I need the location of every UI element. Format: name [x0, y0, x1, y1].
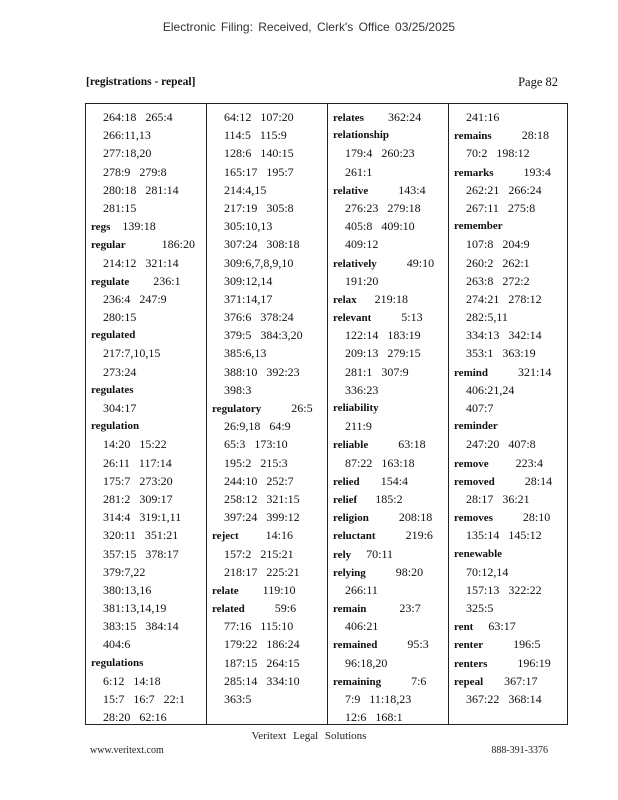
- index-refs: 28:14: [494, 473, 553, 488]
- index-word: reminder: [454, 420, 498, 433]
- index-refs-line: 107:8 204:9: [466, 237, 530, 252]
- index-refs-line: 211:9: [345, 419, 372, 434]
- footer-phone: 888-391-3376: [491, 745, 548, 756]
- index-entry: [449, 163, 567, 181]
- index-refs-line: 214:12 321:14: [103, 255, 179, 270]
- index-word: relative: [333, 184, 369, 197]
- index-entry: [328, 490, 448, 508]
- index-refs-line: 397:24 399:12: [224, 510, 300, 525]
- index-entry: [449, 454, 567, 472]
- index-word: remained: [333, 639, 378, 652]
- index-entry: [207, 581, 327, 599]
- index-refs-line: 305:10,13: [224, 219, 273, 234]
- index-refs: 219:18: [356, 291, 408, 306]
- index-refs: 193:4: [493, 164, 551, 179]
- index-word: regulatory: [212, 403, 262, 415]
- index-entry: [207, 526, 327, 544]
- index-refs: 70:11: [351, 546, 394, 561]
- index-entry: [449, 363, 567, 381]
- index-refs: 196:5: [483, 637, 541, 652]
- index-refs-line: 307:24 308:18: [224, 237, 300, 252]
- index-entry: [328, 508, 448, 526]
- index-entry: [207, 399, 327, 417]
- index-refs-line: 247:20 407:8: [466, 437, 536, 452]
- index-refs-line: 376:6 378:24: [224, 310, 294, 325]
- index-refs-line: 195:2 215:3: [224, 455, 288, 470]
- index-refs: 154:4: [359, 473, 409, 488]
- index-entry: [449, 217, 567, 235]
- index-word: removed: [454, 475, 495, 488]
- index-entry: [86, 217, 206, 235]
- index-refs-line: 87:22 163:18: [345, 455, 415, 470]
- index-refs-line: 280:15: [103, 310, 137, 325]
- index-refs: 139:18: [110, 219, 156, 234]
- index-word: remains: [454, 130, 492, 143]
- index-entry: [328, 181, 448, 199]
- index-entry: [328, 635, 448, 653]
- index-word: remarks: [454, 166, 494, 179]
- index-entry: [86, 272, 206, 290]
- index-refs-line: 264:18 265:4: [103, 110, 173, 124]
- index-refs-line: 244:10 252:7: [224, 473, 294, 488]
- index-refs-line: 383:15 384:14: [103, 619, 179, 634]
- index-word: reliable: [333, 439, 369, 452]
- index-refs-line: 6:12 14:18: [103, 673, 161, 688]
- index-refs-line: 157:2 215:21: [224, 546, 294, 561]
- index-refs-line: 70:12,14: [466, 564, 509, 579]
- index-entry: [449, 508, 567, 526]
- page-number: Page 82: [518, 75, 558, 89]
- index-refs-line: 26:9,18 64:9: [224, 419, 291, 434]
- index-refs: 98:20: [365, 564, 424, 579]
- index-entry: [328, 472, 448, 490]
- index-refs-line: 217:7,10,15: [103, 346, 161, 361]
- index-refs-line: 70:2 198:12: [466, 146, 530, 161]
- index-refs-line: 179:4 260:23: [345, 146, 415, 161]
- index-word: relationship: [333, 129, 390, 142]
- index-entry: [328, 290, 448, 308]
- index-refs-line: 209:13 279:15: [345, 346, 421, 361]
- index-refs-line: 266:11,13: [103, 128, 151, 143]
- index-refs-line: 379:5 384:3,20: [224, 328, 303, 343]
- index-refs-line: 336:23: [345, 382, 379, 397]
- index-refs: 223:4: [488, 455, 543, 470]
- index-refs-line: 277:18,20: [103, 146, 152, 161]
- index-refs-line: 258:12 321:15: [224, 491, 300, 506]
- footer-company: Veritext Legal Solutions: [251, 730, 367, 742]
- index-refs-line: 96:18,20: [345, 655, 388, 670]
- index-refs-line: 128:6 140:15: [224, 146, 294, 161]
- index-refs-line: 217:19 305:8: [224, 200, 294, 215]
- index-refs-line: 218:17 225:21: [224, 564, 300, 579]
- index-refs-line: 309:12,14: [224, 273, 273, 288]
- index-entry: [86, 235, 206, 253]
- index-refs: 119:10: [238, 582, 296, 597]
- index-refs-line: 179:22 186:24: [224, 637, 300, 652]
- index-entry: [449, 417, 567, 435]
- index-entry: [449, 635, 567, 653]
- index-word: reliability: [333, 402, 379, 414]
- index-refs: 59:6: [244, 601, 297, 616]
- index-entry: [328, 108, 448, 126]
- index-word: removes: [454, 512, 493, 525]
- index-refs-line: 381:13,14,19: [103, 601, 167, 616]
- index-entry: [449, 617, 567, 635]
- index-refs: 185:2: [357, 491, 403, 506]
- index-refs-line: 380:13,16: [103, 582, 152, 597]
- index-refs-line: 15:7 16:7 22:1: [103, 692, 186, 706]
- index-refs-line: 28:20 62:16: [103, 710, 167, 725]
- index-refs-line: 157:13 322:22: [466, 582, 542, 597]
- index-refs-line: 304:17: [103, 401, 137, 415]
- index-refs-line: 404:6: [103, 637, 131, 652]
- index-refs-line: 406:21: [345, 619, 379, 634]
- index-entry: [328, 254, 448, 272]
- word-index-table: [85, 103, 568, 725]
- index-word: related: [212, 603, 245, 616]
- index-refs: 26:5: [261, 401, 313, 415]
- index-refs: 186:20: [125, 237, 195, 252]
- index-word: rent: [454, 621, 474, 634]
- index-word: relatively: [333, 257, 377, 270]
- index-entry: [449, 672, 567, 690]
- index-word: reluctant: [333, 530, 376, 543]
- index-column-3: [327, 104, 448, 724]
- index-word: remind: [454, 366, 489, 379]
- index-refs-line: 314:4 319:1,11: [103, 510, 182, 525]
- footer-website: www.veritext.com: [90, 745, 164, 756]
- index-refs: 362:24: [363, 110, 422, 124]
- index-word: regulated: [91, 329, 136, 342]
- index-word: reject: [212, 530, 239, 543]
- index-refs-line: 266:11: [345, 582, 378, 597]
- index-word: remain: [333, 603, 367, 616]
- index-word: regulates: [91, 383, 134, 396]
- index-entry: [328, 672, 448, 690]
- index-refs-line: 175:7 273:20: [103, 473, 173, 488]
- index-refs-line: 77:16 115:10: [224, 619, 294, 634]
- index-refs: 63:17: [473, 619, 516, 634]
- index-refs: 208:18: [368, 510, 433, 525]
- index-word: renters: [454, 657, 488, 670]
- index-entry: [328, 545, 448, 563]
- index-refs: 367:17: [483, 673, 538, 688]
- index-refs-line: 28:17 36:21: [466, 491, 530, 506]
- index-refs-line: 187:15 264:15: [224, 655, 300, 670]
- filing-stamp: Electronic Filing: Received, Clerk's Office 03/25/2025: [162, 20, 456, 34]
- index-refs-line: 14:20 15:22: [103, 437, 167, 452]
- index-refs-line: 325:5: [466, 601, 494, 616]
- index-word: renter: [454, 639, 484, 652]
- index-refs: 95:3: [377, 637, 429, 652]
- index-entry: [328, 526, 448, 544]
- index-refs: 49:10: [376, 255, 435, 270]
- index-word: regulation: [91, 420, 140, 433]
- index-word: relate: [212, 584, 239, 597]
- index-refs-line: 12:6 168:1: [345, 710, 403, 725]
- index-refs: 63:18: [368, 437, 426, 452]
- index-refs: 23:7: [366, 601, 421, 616]
- index-column-2: [206, 104, 327, 724]
- index-entry: [449, 472, 567, 490]
- index-refs-line: 367:22 368:14: [466, 692, 542, 706]
- index-word: repeal: [454, 675, 484, 688]
- index-refs-line: 280:18 281:14: [103, 182, 179, 197]
- index-entry: [86, 654, 206, 672]
- index-refs: 14:16: [238, 528, 294, 543]
- index-refs-line: 64:12 107:20: [224, 110, 294, 124]
- index-entry: [328, 308, 448, 326]
- index-entry: [449, 654, 567, 672]
- index-refs-line: 7:9 11:18,23: [345, 692, 412, 706]
- index-word: rely: [333, 548, 352, 561]
- index-refs: 28:10: [492, 510, 551, 525]
- index-refs-line: 135:14 145:12: [466, 528, 542, 543]
- index-word: remove: [454, 457, 489, 470]
- index-refs-line: 122:14 183:19: [345, 328, 421, 343]
- index-word: relied: [333, 475, 360, 488]
- index-refs: 236:1: [129, 273, 181, 288]
- index-refs-line: 357:15 378:17: [103, 546, 179, 561]
- index-column-1: [86, 104, 206, 724]
- index-range-header: [registrations - repeal]: [86, 76, 196, 88]
- index-refs-line: 398:3: [224, 382, 252, 397]
- index-entry: [328, 126, 448, 144]
- index-refs-line: 282:5,11: [466, 310, 508, 325]
- index-refs-line: 309:6,7,8,9,10: [224, 255, 294, 270]
- index-refs-line: 320:11 351:21: [103, 528, 179, 543]
- index-word: relevant: [333, 312, 372, 325]
- index-refs-line: 260:2 262:1: [466, 255, 530, 270]
- index-refs: 143:4: [368, 182, 426, 197]
- index-entry: [449, 126, 567, 144]
- index-refs-line: 407:7: [466, 401, 494, 415]
- index-refs-line: 165:17 195:7: [224, 164, 294, 179]
- index-refs-line: 191:20: [345, 273, 379, 288]
- index-refs-line: 276:23 279:18: [345, 200, 421, 215]
- index-refs-line: 262:21 266:24: [466, 182, 542, 197]
- index-entry: [328, 563, 448, 581]
- index-word: relying: [333, 566, 366, 579]
- index-word: regulate: [91, 275, 130, 288]
- index-refs-line: 409:12: [345, 237, 379, 252]
- index-refs-line: 406:21,24: [466, 382, 515, 397]
- index-refs-line: 263:8 272:2: [466, 273, 530, 288]
- index-refs: 28:18: [491, 128, 550, 143]
- index-refs-line: 371:14,17: [224, 291, 273, 306]
- index-refs-line: 236:4 247:9: [103, 291, 167, 306]
- index-word: relief: [333, 493, 358, 506]
- index-entry: [86, 326, 206, 344]
- index-refs-line: 241:16: [466, 110, 500, 124]
- index-word: relax: [333, 293, 357, 306]
- index-word: remember: [454, 220, 503, 233]
- index-refs-line: 379:7,22: [103, 564, 146, 579]
- index-refs-line: 281:15: [103, 200, 137, 215]
- index-word: relates: [333, 112, 364, 124]
- index-entry: [207, 599, 327, 617]
- index-refs-line: 405:8 409:10: [345, 219, 415, 234]
- index-refs-line: 273:24: [103, 364, 137, 379]
- index-refs: 321:14: [488, 364, 552, 379]
- index-refs-line: 281:1 307:9: [345, 364, 409, 379]
- index-word: regs: [91, 221, 111, 234]
- index-word: regular: [91, 239, 126, 252]
- index-refs: 219:6: [375, 528, 433, 543]
- index-refs-line: 26:11 117:14: [103, 455, 172, 470]
- index-refs-line: 214:4,15: [224, 182, 267, 197]
- index-column-4: [448, 104, 567, 724]
- index-word: religion: [333, 512, 369, 525]
- index-refs-line: 114:5 115:9: [224, 128, 287, 143]
- index-refs-line: 353:1 363:19: [466, 346, 536, 361]
- index-refs-line: 334:13 342:14: [466, 328, 542, 343]
- index-refs-line: 65:3 173:10: [224, 437, 288, 452]
- index-refs-line: 281:2 309:17: [103, 491, 173, 506]
- index-word: renewable: [454, 547, 503, 560]
- index-word: remaining: [333, 675, 382, 688]
- index-word: regulations: [91, 656, 144, 669]
- index-refs: 196:19: [487, 655, 551, 670]
- index-entry: [449, 545, 567, 563]
- index-refs-line: 278:9 279:8: [103, 164, 167, 179]
- index-entry: [328, 399, 448, 417]
- index-refs-line: 274:21 278:12: [466, 291, 542, 306]
- index-refs: 5:13: [371, 310, 423, 325]
- index-entry: [328, 599, 448, 617]
- index-entry: [86, 381, 206, 399]
- index-refs-line: 261:1: [345, 164, 373, 179]
- index-refs-line: 285:14 334:10: [224, 673, 300, 688]
- index-refs-line: 363:5: [224, 692, 252, 706]
- index-entry: [86, 417, 206, 435]
- index-refs: 7:6: [381, 673, 427, 688]
- index-refs-line: 267:11 275:8: [466, 200, 536, 215]
- index-refs-line: 388:10 392:23: [224, 364, 300, 379]
- index-refs-line: 385:6,13: [224, 346, 267, 361]
- index-entry: [328, 435, 448, 453]
